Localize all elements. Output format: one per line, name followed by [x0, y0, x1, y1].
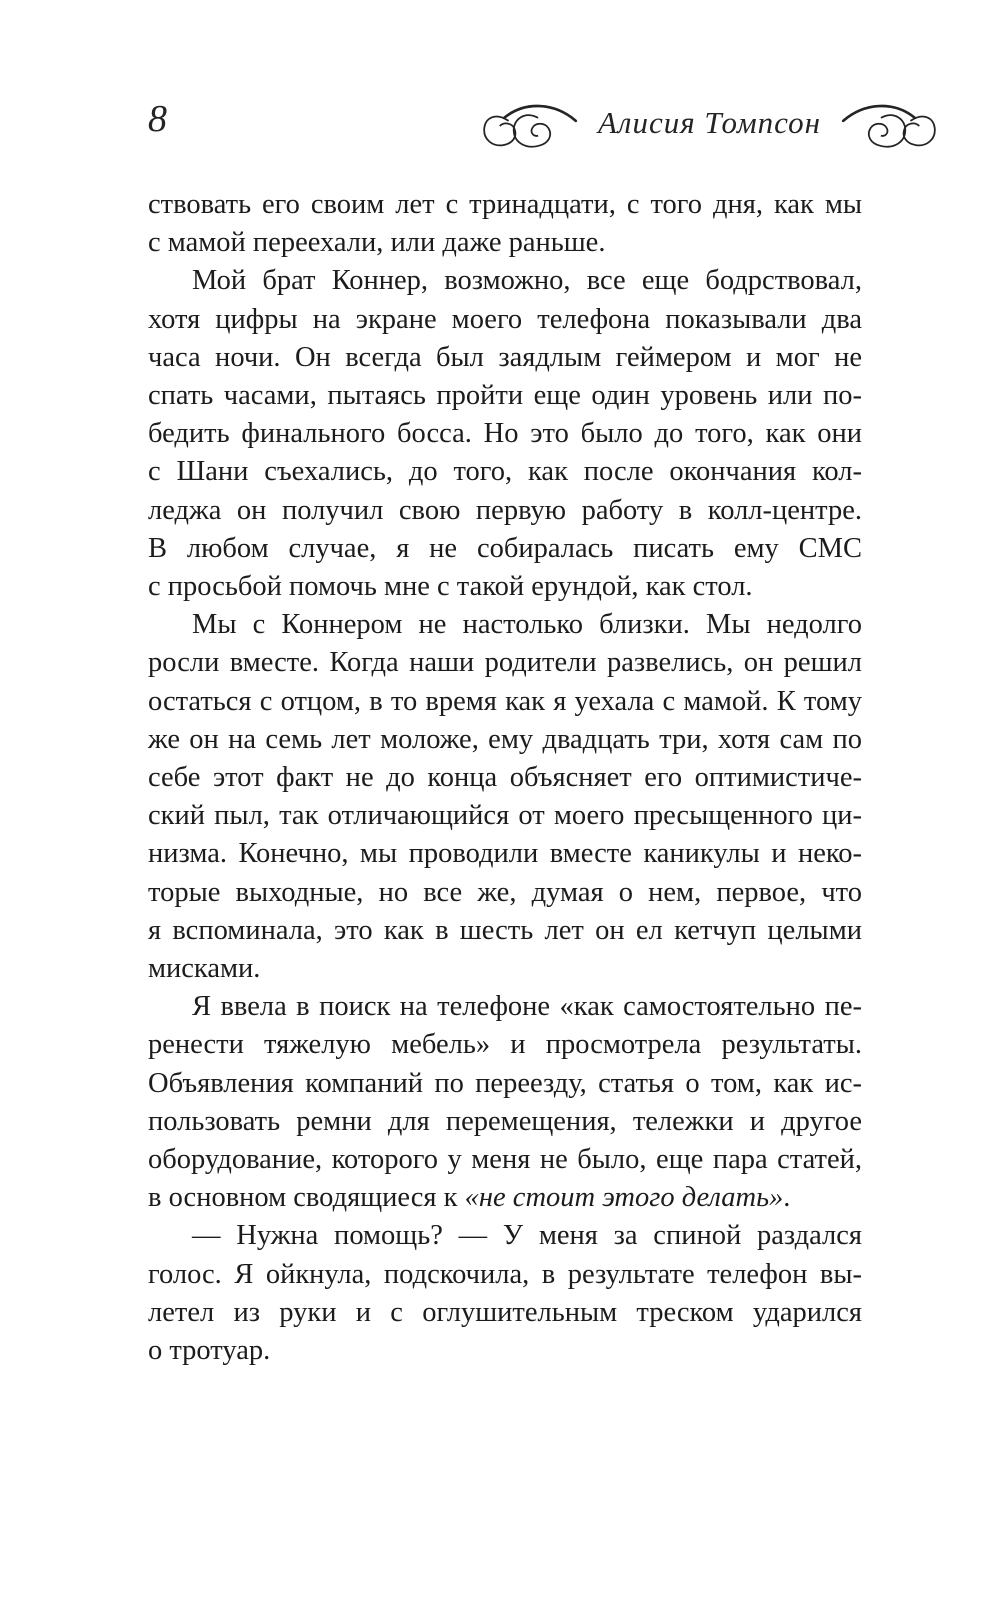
text-line: Объявления компаний по переезду, статья о том, как ис- [148, 1067, 862, 1099]
text-line: Мы с Коннером не настолько близки. Мы недолго [192, 609, 862, 641]
paragraph [148, 262, 862, 606]
text-line: с просьбой помочь мне с такой ерундой, как стол. [148, 571, 753, 603]
text-line: с Шани съехались, до того, как после окончания кол- [148, 456, 862, 488]
text-line: хотя цифры на экране моего телефона показывали два [148, 303, 862, 335]
running-head [482, 98, 937, 154]
text-line: Я ввела в поиск на телефоне «как самостоятельно пе- [192, 991, 862, 1023]
paragraph [148, 606, 862, 988]
paragraph [148, 186, 862, 262]
text-line: спать часами, пытаясь пройти еще один уровень или по- [148, 380, 862, 412]
text-line: ский пыл, так отличающийся от моего пресыщенного ци- [148, 800, 862, 832]
text-line: же он на семь лет моложе, ему двадцать три, хотя сам по [148, 723, 862, 755]
text-line: голос. Я ойкнула, подскочила, в результате телефон вы- [148, 1258, 862, 1290]
text-line: ренести тяжелую мебель» и просмотрела результаты. [148, 1029, 862, 1061]
text-line [148, 1179, 862, 1217]
text-line: остаться с отцом, в то время как я уехала с мамой. К тому [148, 685, 862, 717]
text-line: Мой брат Коннер, возможно, все еще бодрствовал, [192, 265, 862, 297]
text-line: низма. Конечно, мы проводили вместе каникулы и неко- [148, 838, 862, 870]
flourish-swirl-icon-mirrored [841, 99, 937, 153]
paragraph [148, 988, 862, 1217]
header-author: Алисия Томпсон [598, 105, 821, 140]
text-line: бедить финального босса. Но это было до того, как они [148, 418, 862, 450]
text-line: летел из руки и с оглушительным треском ударился [148, 1296, 862, 1328]
text-line: торые выходные, но все же, думая о нем, первое, что [148, 876, 862, 908]
text-segment: . [783, 1182, 791, 1214]
text-line: леджа он получил свою первую работу в колл-центре. [148, 494, 862, 526]
text-line: пользовать ремни для перемещения, тележки и другое [148, 1105, 862, 1137]
text-line: В любом случае, я не собиралась писать ему СМС [148, 532, 862, 564]
text-segment: в основном сводящиеся к [148, 1182, 465, 1214]
text-line: я вспоминала, это как в шесть лет он ел кетчуп целыми [148, 914, 862, 946]
text-line: оборудование, которого у меня не было, еще пара статей, [148, 1144, 862, 1176]
page-number: 8 [148, 98, 167, 140]
text-line: часа ночи. Он всегда был заядлым геймером и мог не [148, 341, 862, 373]
text-line: росли вместе. Когда наши родители развелись, он решил [148, 647, 862, 679]
body-text [148, 186, 862, 1370]
text-line: ствовать его своим лет с тринадцати, с того дня, как мы [148, 189, 862, 220]
paragraph [148, 1217, 862, 1370]
text-line: о тротуар. [148, 1335, 271, 1367]
text-line: себе этот факт не до конца объясняет его оптимистиче- [148, 762, 862, 794]
text-line: с мамой переехали, или даже раньше. [148, 227, 606, 259]
text-line: мисками. [148, 953, 261, 985]
text-line: — Нужна помощь? — У меня за спиной раздался [192, 1220, 862, 1252]
flourish-swirl-icon [482, 99, 578, 153]
italic-text-segment: «не стоит этого делать» [464, 1182, 784, 1214]
